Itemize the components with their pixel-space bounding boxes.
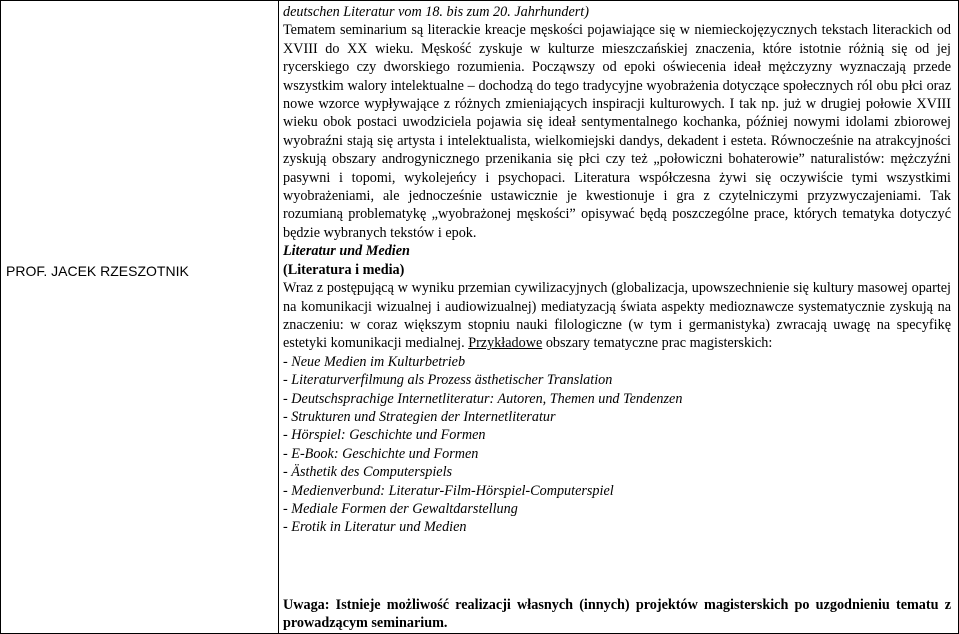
topic-item: - Hörspiel: Geschichte und Formen — [283, 427, 486, 444]
table-column-divider — [278, 0, 279, 634]
seminar-description — [283, 3, 951, 537]
media-paragraph-text: Wraz z postępującą w wyniku przemian cywilizacyjnych (globalizacja, upowszechnienie się kultury masowej opartej na komunikacji wizualnej i audiowizualnej) mediatyzacją świata aspekty medioznawcze systematycznie zyskują na znaczeniu: w coraz większym stopniu nauki filologiczne (w tym i germanistyka) zwracają uwagę na specyfikę estetyki komunikacji medialnej. — [283, 280, 951, 352]
seminar-paragraph-masculinity: Tematem seminarium są literackie kreacje męskości pojawiające się w niemieckojęzycznych tekstach literackich od XVIII do XX wieku. Męskość zyskuje w kulturze mieszczańskiej znaczenia, które istotnie różnią się od jej rycerskiego czy dworskiego rozumienia. Począwszy od epoki oświecenia ideał mężczyzny wyznaczają przede wszystkim walory intelektualne – dochodzą do tego tradycyjne wyobrażenia dotyczące społecznych ról obu płci oraz nowe wzorce wypływające z różnych zmieniających inspiracji kulturowych. I tak np. już w drugiej połowie XVIII wieku obok postaci uwodziciela pojawia się ideał sentymentalnego kochanka, później nowymi idolami zbiorowej wyobraźni stają się artysta i intelektualista, wielkomiejski dandys, dekadent i esteta. Równocześnie na atrakcyjności zyskują obszary androgynicznego przenikania się płci czy też „połowiczni bohaterowie” naturalistów: mężczyźni pasywni i topomi, wykolejeńcy i psychopaci. Literatura współczesna żywi się oczywiście tymi wszystkimi wyobrażeniami, ale jednocześnie ustawicznie je kwestionuje i gra z czytelniczymi przyzwyczajeniami. Tak rozumianą problematykę „wyobrażonej męskości” opisywać będą poszczególne prace, których tematyka dotyczyć będzie wybranych tekstów i epok. — [283, 22, 951, 241]
note-own-projects: Uwaga: Istnieje możliwość realizacji własnych (innych) projektów magisterskich po uzgodnieniu tematu z prowadzącym seminarium. — [283, 597, 951, 632]
topic-list — [283, 353, 951, 537]
topic-item: - Neue Medien im Kulturbetrieb — [283, 353, 466, 370]
topic-item: - Strukturen und Strategien der Internetliteratur — [283, 408, 556, 425]
topic-item: - Deutschsprachige Internetliteratur: Autoren, Themen und Tendenzen — [283, 390, 683, 407]
topic-item: - Erotik in Literatur und Medien — [283, 519, 467, 536]
seminar-paragraph-media — [283, 279, 951, 353]
table-top-border — [0, 0, 959, 1]
topic-item: - Literaturverfilmung als Prozess ästhetischer Translation — [283, 372, 613, 389]
table-left-border — [0, 0, 1, 634]
section-title-german: Literatur und Medien — [283, 243, 410, 260]
media-paragraph-end: obszary tematyczne prac magisterskich: — [545, 335, 773, 352]
topic-item: - Medienverbund: Literatur-Film-Hörspiel-Computerspiel — [283, 482, 614, 499]
professor-name-cell: PROF. JACEK RZESZOTNIK — [6, 263, 189, 279]
topic-item: - Mediale Formen der Gewaltdarstellung — [283, 500, 518, 517]
media-paragraph-underlined: Przykładowe — [468, 335, 543, 352]
topic-item: - E-Book: Geschichte und Formen — [283, 445, 479, 462]
section-title-polish: (Literatura i media) — [283, 261, 405, 278]
seminar-title-tail: deutschen Literatur vom 18. bis zum 20. Jahrhundert) — [283, 4, 589, 20]
topic-item: - Ästhetik des Computerspiels — [283, 464, 453, 481]
